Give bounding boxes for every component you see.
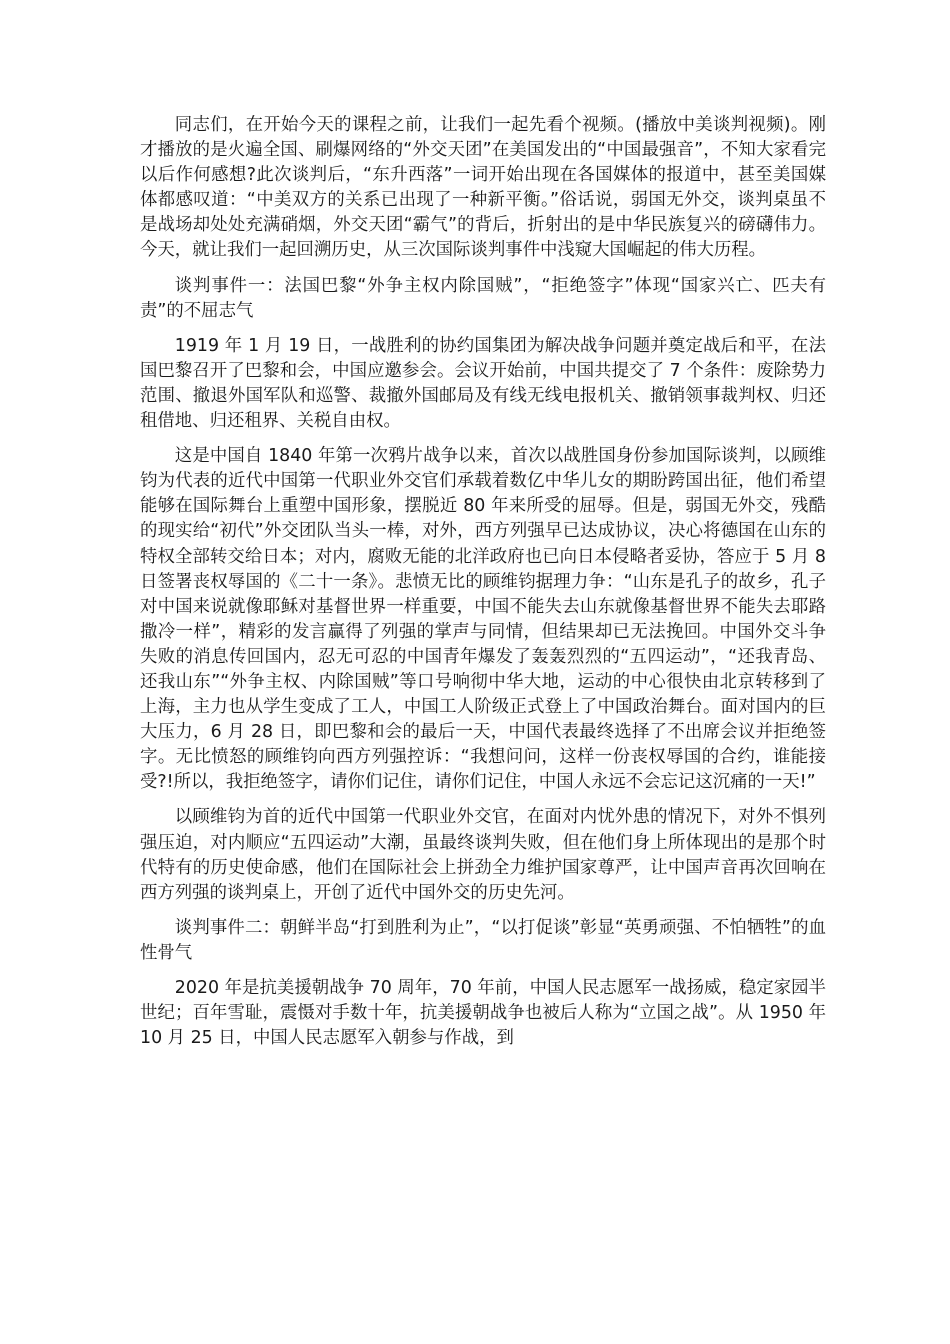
event-two-heading: 谈判事件二：朝鲜半岛“打到胜利为止”，“以打促谈”彰显“英勇顽强、不怕牺牲”的血性骨气 [140,917,826,963]
body-paragraph: 这是中国自 1840 年第一次鸦片战争以来，首次以战胜国身份参加国际谈判，以顾维钧为代表的近代中国第一代职业外交官们承载着数亿中华儿女的期盼跨国出征，他们希望能够在国际舞台上重塑中国形象，摆脱近 80 年来所受的屈辱。但是，弱国无外交，残酷的现实给“初代”外交团队当头一棒，对外，西方列强早已达成协议，决心将德国在山东的特权全部转交给日本；对内，腐败无能的北洋政府也已向日本侵略者妥协，答应于 5 月 8 日签署丧权辱国的《二十一条》。悲愤无比的顾维钧据理力争：“山东是孔子的故乡，孔子对中国来说就像耶稣对基督世界一样重要，中国不能失去山东就像基督世界不能失去耶路撒冷一样”，精彩的发言赢得了列强的掌声与同情，但结果却已无法挽回。中国外交斗争失败的消息传回国内，忍无可忍的中国青年爆发了轰轰烈烈的“五四运动”，“还我青岛、还我山东”“外争主权、内除国贼”等口号响彻中华大地，运动的中心很快由北京转移到了上海，主力也从学生变成了工人，中国工人阶级正式登上了中国政治舞台。面对国内的巨大压力，6 月 28 日，即巴黎和会的最后一天，中国代表最终选择了不出席会议并拒绝签字。无比愤怒的顾维钧向西方列强控诉：“我想问问，这样一份丧权辱国的合约，谁能接受?!所以，我拒绝签字，请你们记住，请你们记住，中国人永远不会忘记这沉痛的一天!” [140,446,826,793]
body-paragraph: 2020 年是抗美援朝战争 70 周年，70 年前，中国人民志愿军一战扬威，稳定家园半世纪；百年雪耻，震慑对手数十年，抗美援朝战争也被后人称为“立国之战”。从 1950 年 10 月 25 日，中国人民志愿军入朝参与作战，到 [140,978,826,1049]
document-page [140,113,826,1061]
body-paragraph: 以顾维钧为首的近代中国第一代职业外交官，在面对内忧外患的情况下，对外不惧列强压迫，对内顺应“五四运动”大潮，虽最终谈判失败，但在他们身上所体现出的是那个时代特有的历史使命感，他们在国际社会上拼劲全力维护国家尊严，让中国声音再次回响在西方列强的谈判桌上，开创了近代中国外交的历史先河。 [140,807,826,903]
intro-paragraph: 同志们，在开始今天的课程之前，让我们一起先看个视频。(播放中美谈判视频)。刚才播放的是火遍全国、刷爆网络的“外交天团”在美国发出的“中国最强音”，不知大家看完以后作何感想?此次谈判后，“东升西落”一词开始出现在各国媒体的报道中，甚至美国媒体都感叹道：“中美双方的关系已出现了一种新平衡。”俗话说，弱国无外交，谈判桌虽不是战场却处处充满硝烟，外交天团“霸气”的背后，折射出的是中华民族复兴的磅礴伟力。今天，就让我们一起回溯历史，从三次国际谈判事件中浅窥大国崛起的伟大历程。 [140,115,826,261]
body-paragraph: 1919 年 1 月 19 日，一战胜利的协约国集团为解决战争问题并奠定战后和平，在法国巴黎召开了巴黎和会，中国应邀参会。会议开始前，中国共提交了 7 个条件：废除势力范围、撤退外国军队和巡警、裁撤外国邮局及有线无线电报机关、撤销领事裁判权、归还租借地、归还租界、关税自由权。 [140,335,826,432]
event-one-heading: 谈判事件一：法国巴黎“外争主权内除国贼”，“拒绝签字”体现“国家兴亡、匹夫有责”的不屈志气 [140,275,826,321]
